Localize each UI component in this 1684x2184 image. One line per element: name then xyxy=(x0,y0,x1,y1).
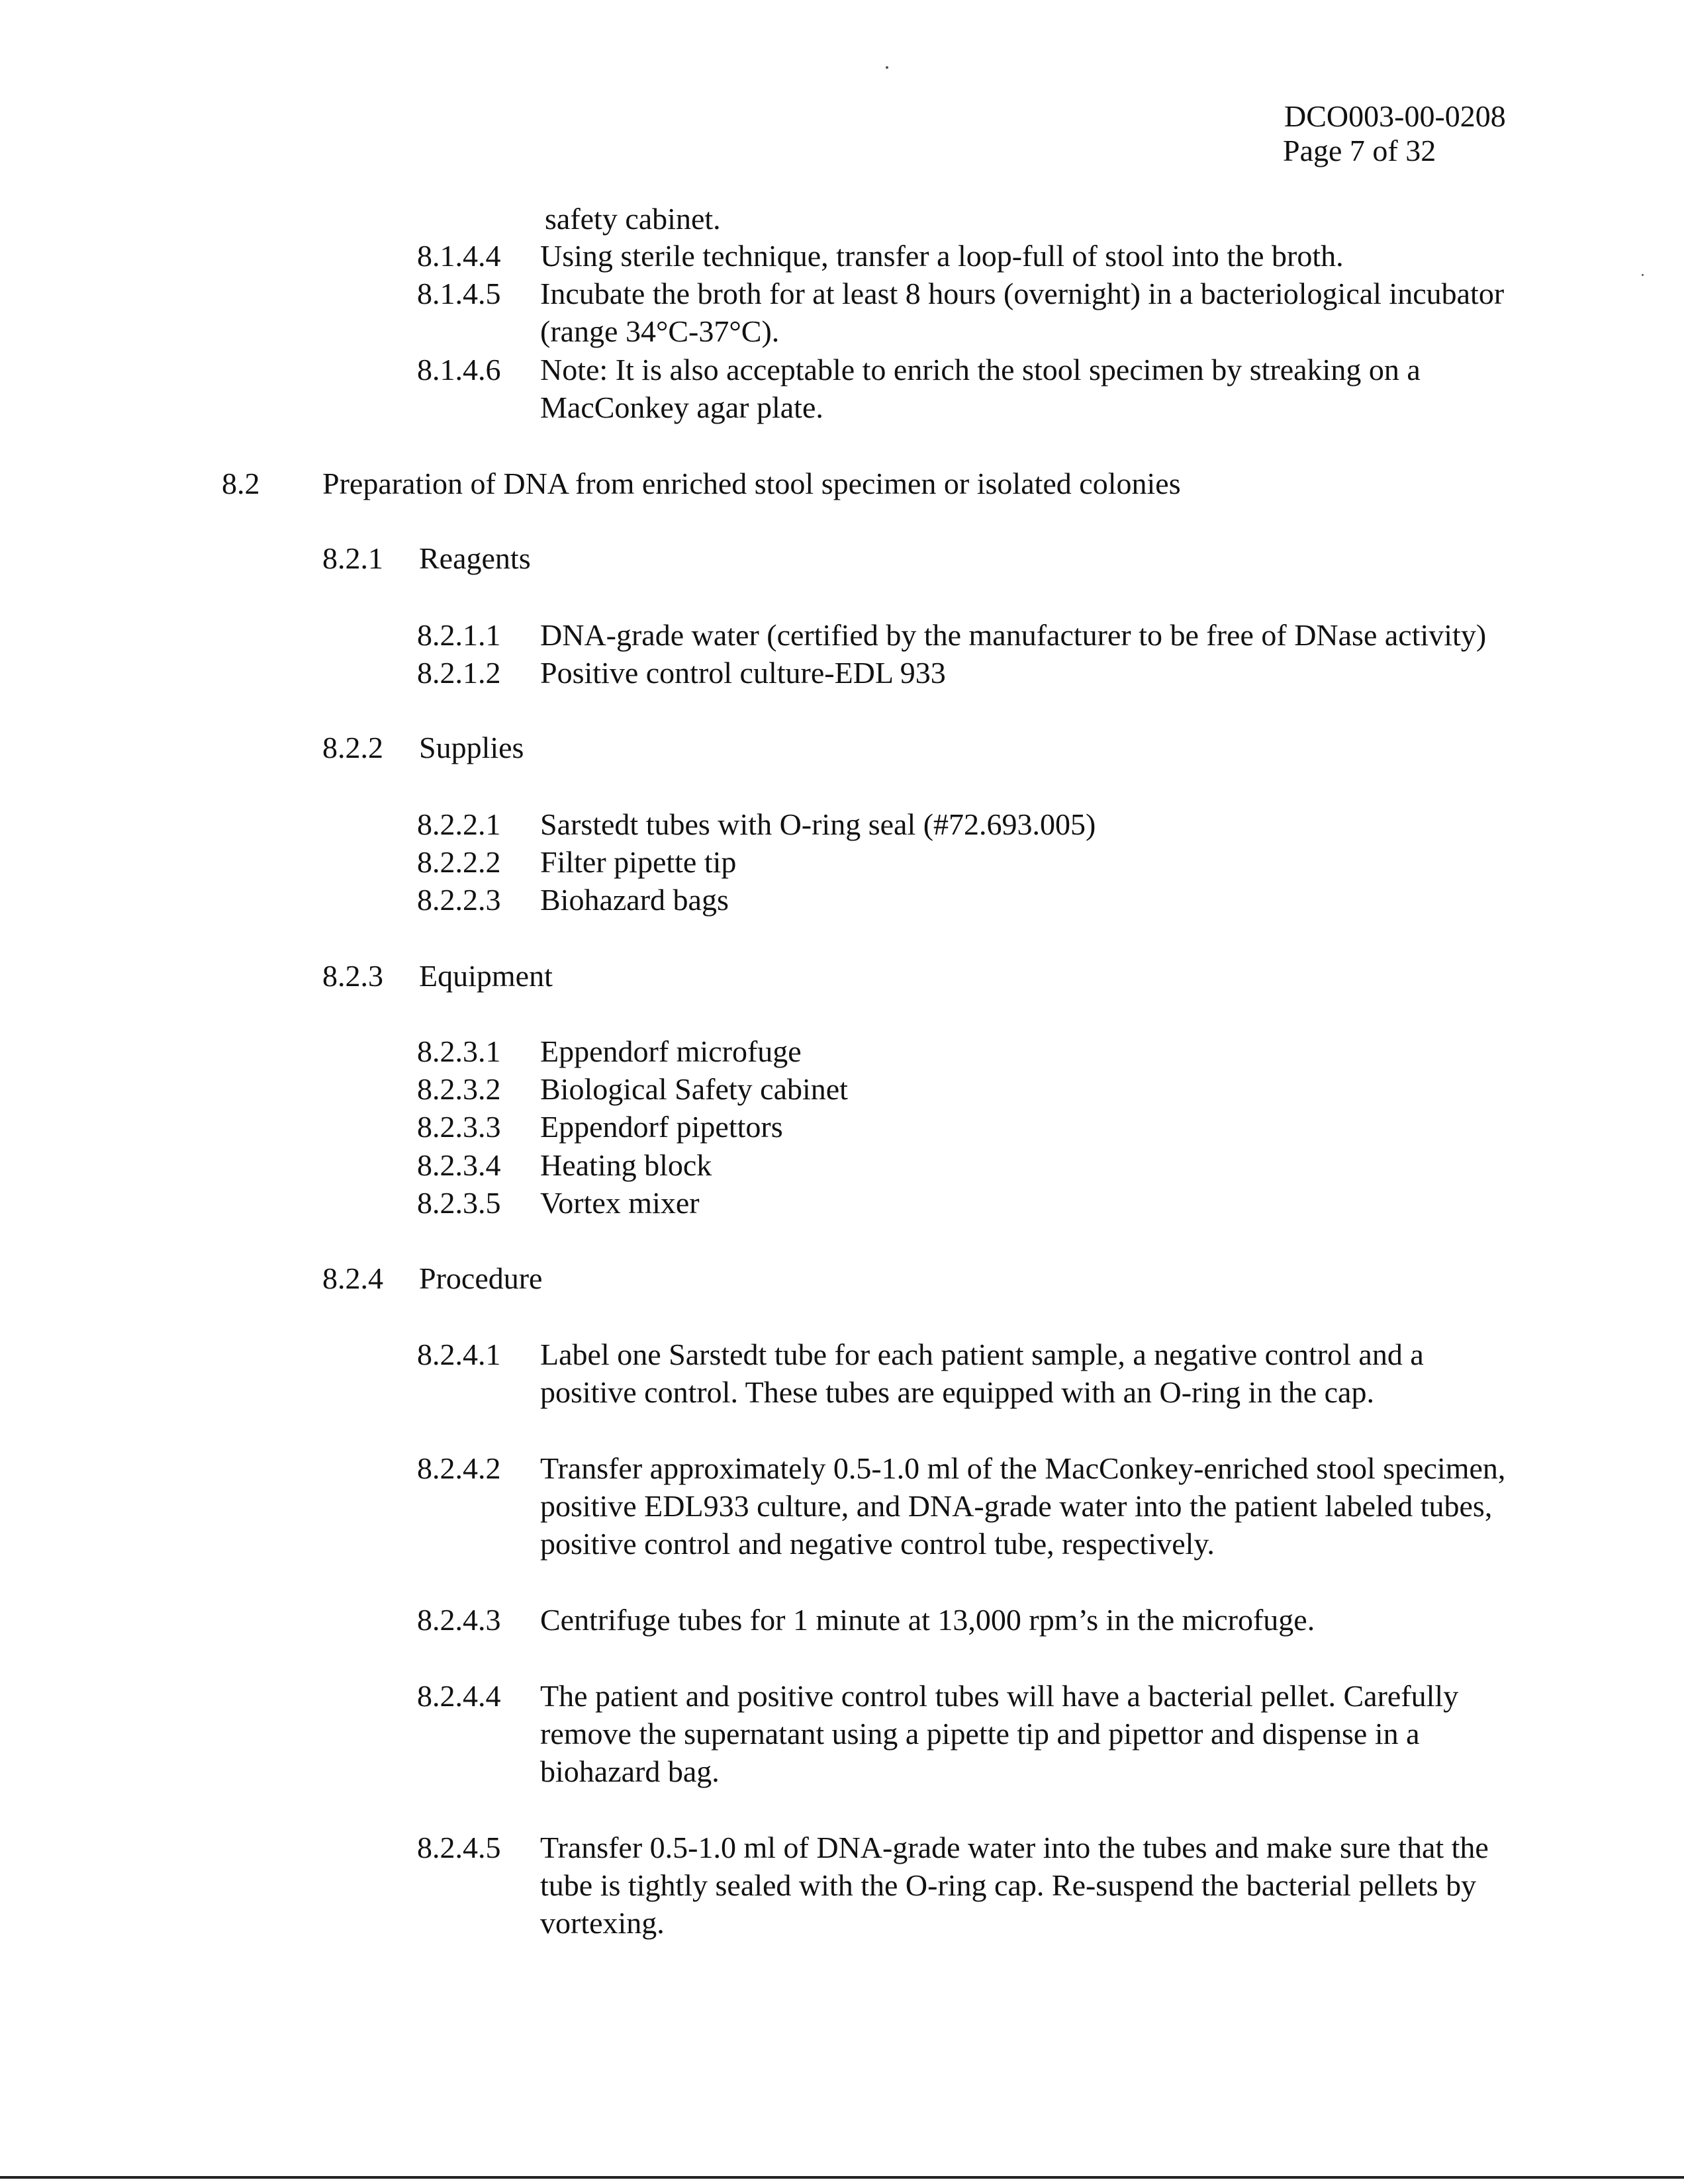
item-text: The patient and positive control tubes will have a bacterial pellet. Carefully xyxy=(540,1679,1459,1713)
item-text: Biological Safety cabinet xyxy=(540,1072,848,1106)
subsection-number: 8.2.3 xyxy=(322,959,383,993)
item-text: Incubate the broth for at least 8 hours (overnight) in a bacteriological incubator xyxy=(540,277,1505,310)
item-text: positive control. These tubes are equipped with an O-ring in the cap. xyxy=(540,1375,1374,1409)
item-number: 8.2.4.1 xyxy=(417,1338,501,1371)
item-number: 8.2.3.5 xyxy=(417,1186,501,1220)
item-number: 8.2.2.1 xyxy=(417,807,501,841)
item-text: positive control and negative control tube, respectively. xyxy=(540,1527,1215,1561)
item-number: 8.2.2.3 xyxy=(417,883,501,917)
item-text: Eppendorf pipettors xyxy=(540,1110,783,1144)
page-number: Page 7 of 32 xyxy=(1283,134,1436,167)
item-text: Filter pipette tip xyxy=(540,845,737,879)
item-number: 8.2.4.5 xyxy=(417,1831,501,1864)
subsection-number: 8.2.4 xyxy=(322,1261,383,1295)
subsection-title: Supplies xyxy=(419,731,524,764)
item-text: DNA-grade water (certified by the manufacturer to be free of DNase activity) xyxy=(540,618,1487,652)
item-text: positive EDL933 culture, and DNA-grade water into the patient labeled tubes, xyxy=(540,1489,1493,1523)
item-text: (range 34°C-37°C). xyxy=(540,314,780,348)
item-number: 8.2.1.1 xyxy=(417,618,501,652)
subsection-title: Equipment xyxy=(419,959,553,993)
item-text: vortexing. xyxy=(540,1906,665,1940)
item-text: Heating block xyxy=(540,1148,712,1182)
item-text: tube is tightly sealed with the O-ring cap. Re-suspend the bacterial pellets by xyxy=(540,1868,1477,1902)
item-number: 8.2.3.1 xyxy=(417,1034,501,1068)
item-text: Positive control culture-EDL 933 xyxy=(540,656,946,690)
subsection-title: Reagents xyxy=(419,541,531,575)
item-number: 8.2.4.4 xyxy=(417,1679,501,1713)
item-number: 8.2.3.4 xyxy=(417,1148,501,1182)
item-number: 8.2.2.2 xyxy=(417,845,501,879)
item-text: Transfer 0.5-1.0 ml of DNA-grade water into the tubes and make sure that the xyxy=(540,1831,1489,1864)
item-text: Transfer approximately 0.5-1.0 ml of the MacConkey-enriched stool specimen, xyxy=(540,1451,1506,1485)
item-text: Label one Sarstedt tube for each patient sample, a negative control and a xyxy=(540,1338,1424,1371)
item-number: 8.2.3.3 xyxy=(417,1110,501,1144)
section-number: 8.2 xyxy=(222,467,260,500)
page-bottom-rule xyxy=(0,2176,1684,2179)
section-title: Preparation of DNA from enriched stool specimen or isolated colonies xyxy=(322,467,1181,500)
continuation-text: safety cabinet. xyxy=(545,202,721,236)
item-number: 8.1.4.5 xyxy=(417,277,501,310)
item-text: Sarstedt tubes with O-ring seal (#72.693.005) xyxy=(540,807,1096,841)
item-number: 8.1.4.4 xyxy=(417,239,501,273)
item-number: 8.2.4.2 xyxy=(417,1451,501,1485)
item-number: 8.1.4.6 xyxy=(417,353,501,387)
item-text: Biohazard bags xyxy=(540,883,729,917)
item-text: Note: It is also acceptable to enrich the stool specimen by streaking on a xyxy=(540,353,1421,387)
item-number: 8.2.4.3 xyxy=(417,1603,501,1637)
item-text: Vortex mixer xyxy=(540,1186,700,1220)
subsection-title: Procedure xyxy=(419,1261,543,1295)
scan-speck xyxy=(886,66,888,69)
subsection-number: 8.2.2 xyxy=(322,731,383,764)
item-text: Using sterile technique, transfer a loop-full of stool into the broth. xyxy=(540,239,1344,273)
item-text: Centrifuge tubes for 1 minute at 13,000 rpm’s in the microfuge. xyxy=(540,1603,1315,1637)
item-text: biohazard bag. xyxy=(540,1754,720,1788)
subsection-number: 8.2.1 xyxy=(322,541,383,575)
item-text: remove the supernatant using a pipette tip and pipettor and dispense in a xyxy=(540,1717,1420,1751)
document-id: DCO003-00-0208 xyxy=(1284,99,1506,133)
item-number: 8.2.3.2 xyxy=(417,1072,501,1106)
item-text: Eppendorf microfuge xyxy=(540,1034,802,1068)
item-text: MacConkey agar plate. xyxy=(540,390,823,424)
scan-speck xyxy=(1642,274,1644,276)
item-number: 8.2.1.2 xyxy=(417,656,501,690)
